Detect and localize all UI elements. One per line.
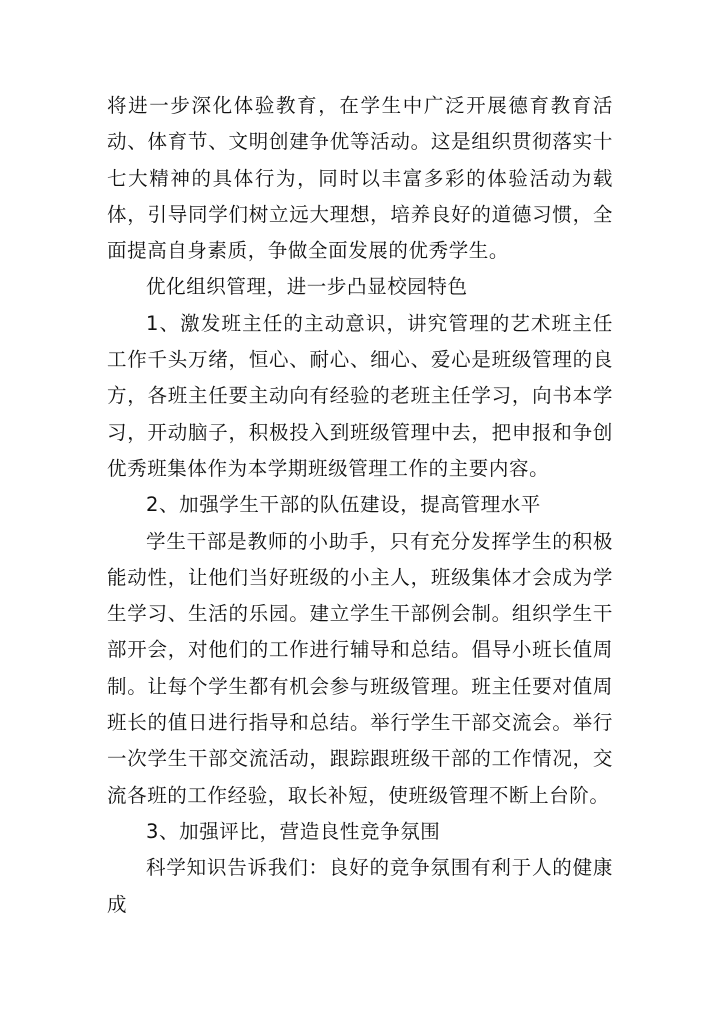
section-heading-item-2: 2、加强学生干部的队伍建设，提高管理水平 [146,493,541,517]
paragraph-item-1: 1、激发班主任的主动意识，讲究管理的艺术班主任工作千头万绪，恒心、耐心、细心、爱心是班级管理的良方，各班主任要主动向有经验的老班主任学习，向书本学习，开动脑子，积极投入到班级管理中去，把申报和争创优秀班集体作为本学期班级管理工作的主要内容。 [107,311,613,480]
section-heading-organization: 优化组织管理，进一步凸显校园特色 [146,275,468,299]
paragraph-science-knowledge: 科学知识告诉我们：良好的竞争氛围有利于人的健康成 [107,856,613,916]
paragraph-continuation: 将进一步深化体验教育，在学生中广泛开展德育教育活动、体育节、文明创建争优等活动。这是组织贯彻落实十七大精神的具体行为，同时以丰富多彩的体验活动为载体，引导同学们树立远大理想，培养良好的道德习惯，全面提高自身素质，争做全面发展的优秀学生。 [107,94,613,263]
paragraph-student-cadres: 学生干部是教师的小助手，只有充分发挥学生的积极能动性，让他们当好班级的小主人，班级集体才会成为学生学习、生活的乐园。建立学生干部例会制。组织学生干部开会，对他们的工作进行辅导和总结。倡导小班长值周制。让每个学生都有机会参与班级管理。班主任要对值周班长的值日进行指导和总结。举行学生干部交流会。举行一次学生干部交流活动，跟踪跟班级干部的工作情况，交流各班的工作经验，取长补短，使班级管理不断上台阶。 [107,529,613,807]
document-body [107,88,613,923]
section-heading-item-3: 3、加强评比，营造良性竞争氛围 [146,819,441,843]
